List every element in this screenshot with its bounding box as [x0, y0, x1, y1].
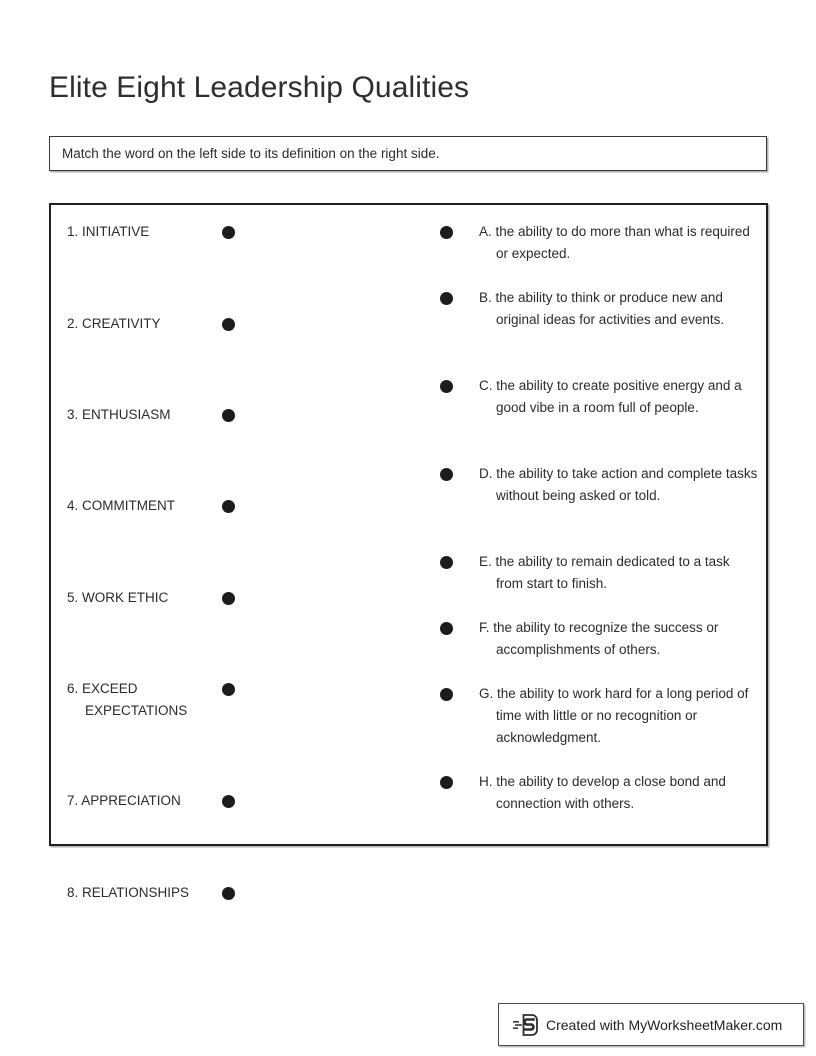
term-bullet-icon[interactable] — [222, 592, 235, 605]
instruction-box — [49, 136, 767, 171]
definition-text: E. the ability to remain dedicated to a task from start to finish. — [479, 554, 730, 591]
definition-text: D. the ability to take action and complete tasks without being asked or told. — [479, 466, 758, 503]
term-row[interactable] — [51, 297, 411, 422]
definition-text: H. the ability to develop a close bond and connection with others. — [479, 774, 726, 811]
definition-bullet-icon[interactable] — [440, 226, 453, 239]
term-label: 1. INITIATIVE — [67, 224, 150, 239]
term-row[interactable] — [51, 205, 411, 251]
credit-text: Created with MyWorksheetMaker.com — [546, 1016, 783, 1033]
term-label: 3. ENTHUSIASM — [67, 407, 171, 422]
term-label: 8. RELATIONSHIPS — [67, 885, 190, 900]
definition-bullet-icon[interactable] — [440, 688, 453, 701]
term-bullet-icon[interactable] — [222, 226, 235, 239]
page-title: Elite Eight Leadership Qualities — [49, 71, 470, 105]
definition-bullet-icon[interactable] — [440, 622, 453, 635]
worksheet-maker-logo-icon — [513, 1013, 539, 1037]
definition-bullet-icon[interactable] — [440, 292, 453, 305]
term-row[interactable] — [51, 251, 411, 331]
definition-text: G. the ability to work hard for a long period of time with little or no recognition or acknowledgment. — [479, 686, 749, 745]
term-label: 7. APPRECIATION — [67, 793, 181, 808]
definition-text: F. the ability to recognize the success or accomplishments of others. — [479, 620, 719, 657]
term-label: 4. COMMITMENT — [67, 498, 175, 513]
term-bullet-icon[interactable] — [222, 887, 235, 900]
definition-bullet-icon[interactable] — [440, 776, 453, 789]
term-label: 5. WORK ETHIC — [67, 590, 169, 605]
instruction-text: Match the word on the left side to its definition on the right side. — [62, 145, 440, 161]
definition-bullet-icon[interactable] — [440, 380, 453, 393]
definition-bullet-icon[interactable] — [440, 556, 453, 569]
definition-text: B. the ability to think or produce new and original ideas for activities and events. — [479, 290, 725, 327]
definition-text: A. the ability to do more than what is required or expected. — [479, 224, 750, 261]
terms-column — [51, 205, 411, 900]
definition-bullet-icon[interactable] — [440, 468, 453, 481]
term-bullet-icon[interactable] — [222, 683, 235, 696]
matching-panel — [49, 203, 768, 900]
term-bullet-icon[interactable] — [222, 795, 235, 808]
definition-text: C. the ability to create positive energy and a good vibe in a room full of people. — [479, 378, 742, 415]
term-label: 6. EXCEED EXPECTATIONS — [67, 681, 188, 718]
credit-badge — [498, 1003, 804, 1046]
term-label: 2. CREATIVITY — [67, 316, 161, 331]
